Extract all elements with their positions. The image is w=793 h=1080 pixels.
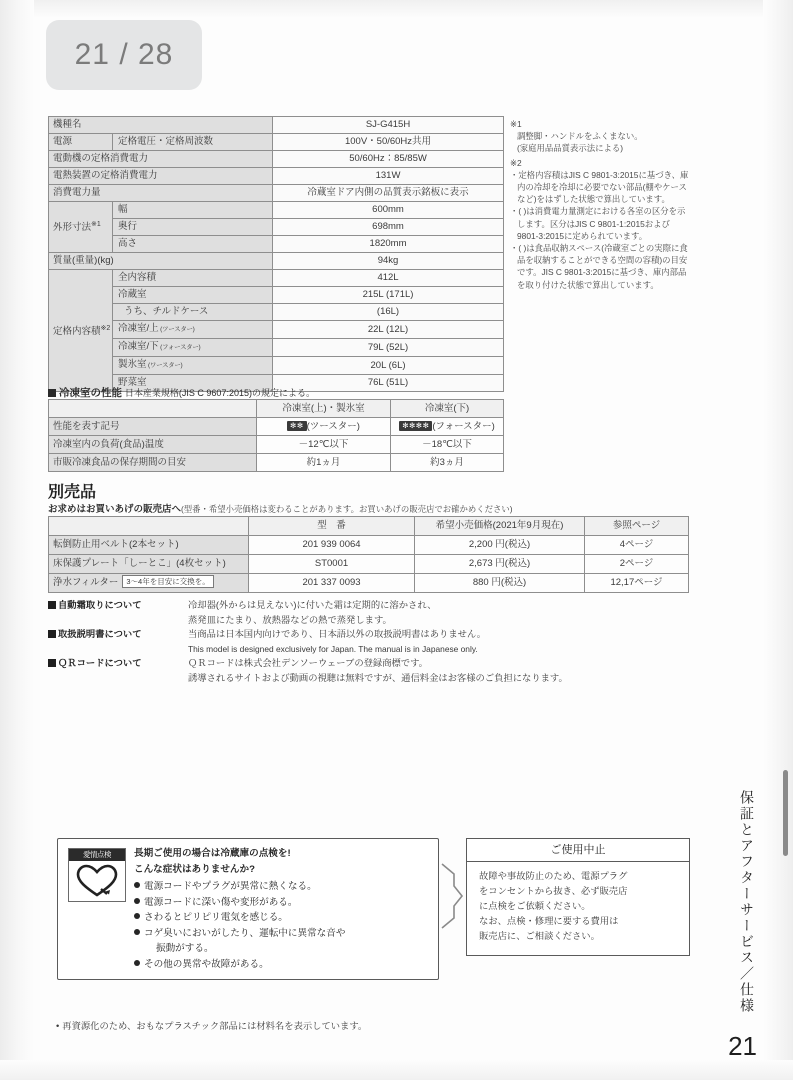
table-row — [49, 574, 689, 593]
general-note-line: 冷却器(外からは見えない)に付いた霜は定期的に溶かされ、 — [188, 600, 437, 610]
footnote-2-item: ・( )は食品収納スペース(冷蔵室ごとの実際に食品を収納することができる空間の容積)の目安です。JIS C 9801-3:2015に基づき、庫内部品を取り付けた状態で算出しています。 — [510, 243, 688, 290]
spec-row-sublabel: 奥行 — [113, 219, 273, 236]
general-note-line: 蒸発皿にたまり、放熱器などの熱で蒸発します。 — [188, 614, 392, 625]
table-row — [49, 253, 504, 270]
freezer-row-value: 約1ヵ月 — [257, 454, 391, 472]
table-row — [49, 321, 504, 339]
spec-row-value: 215L (171L) — [273, 287, 504, 304]
freezer-row-label: 市販冷凍食品の保存期間の目安 — [49, 454, 257, 472]
freezer-row-value: －12℃以下 — [257, 436, 391, 454]
freezer-column-header — [49, 400, 257, 418]
freezer-heading-label: 冷凍室の性能 — [59, 387, 122, 399]
part-reference-page: 12,17ページ — [585, 574, 689, 593]
table-row — [49, 168, 504, 185]
spec-row-sublabel: 冷凍室/下 (フォースター) — [113, 339, 273, 357]
general-note-label: ＱＲコードについて — [48, 656, 188, 671]
general-note-row — [48, 598, 698, 627]
freezer-performance-table — [48, 399, 504, 472]
table-row — [49, 454, 504, 472]
table-row — [49, 270, 504, 287]
bullet-dot-icon — [134, 898, 140, 904]
stop-use-title: ご使用中止 — [467, 839, 689, 862]
table-row — [49, 357, 504, 375]
stop-use-line: に点検をご依頼ください。 — [479, 901, 591, 911]
optional-parts-table — [48, 516, 689, 593]
stop-use-line: 故障や事故防止のため、電源プラグ — [479, 871, 628, 881]
spec-row-sublabel: 定格電圧・定格周波数 — [113, 134, 273, 151]
spec-row-sublabel: 幅 — [113, 202, 273, 219]
spec-row-sublabel: 高さ — [113, 236, 273, 253]
spec-row-value: 79L (52L) — [273, 339, 504, 357]
paper-edge-top — [0, 0, 793, 18]
spec-row-sublabel: 冷凍室/上 (ツースター) — [113, 321, 273, 339]
general-note-body — [188, 598, 698, 627]
parts-column-header — [49, 517, 249, 536]
freezer-row-value: 約3ヵ月 — [391, 454, 504, 472]
part-reference-page: 2ページ — [585, 555, 689, 574]
table-row — [49, 117, 504, 134]
specification-footnotes — [510, 116, 690, 291]
part-price: 2,200 円(税込) — [415, 536, 585, 555]
spec-row-label: 機種名 — [49, 117, 273, 134]
footnote-1-line-1: (家庭用品品質表示法による) — [517, 143, 624, 154]
general-note-line: 当商品は日本国内向けであり、日本語以外の取扱説明書はありません。 — [188, 629, 487, 639]
table-header-row — [49, 517, 689, 536]
spec-row-value: 冷蔵室ドア内側の品質表示銘板に表示 — [273, 185, 504, 202]
arrow-connector-icon — [440, 862, 464, 930]
footnote-mark-2: ※2 — [510, 157, 522, 168]
spec-row-label: 外形寸法$^{※1}$ — [49, 202, 113, 253]
spec-row-value: (16L) — [273, 304, 504, 321]
spec-row-value: SJ-G415H — [273, 117, 504, 134]
table-row — [49, 134, 504, 151]
general-note-row — [48, 627, 698, 656]
spec-label-footnote-mark: ※2 — [100, 324, 111, 332]
spec-sublabel-annotation: (ツースター) — [158, 326, 195, 333]
part-replacement-badge: 3～4年を目安に交換を。 — [122, 575, 213, 588]
parts-column-header: 希望小売価格(2021年9月現在) — [415, 517, 585, 536]
inspection-icon-caption: 愛情点検 — [69, 849, 125, 861]
part-reference-page: 4ページ — [585, 536, 689, 555]
spec-row-value: 100V・50/60Hz共用 — [273, 134, 504, 151]
freezer-column-header: 冷凍室(上)・製氷室 — [257, 400, 391, 418]
inspection-symptom-item: さわるとピリピリ電気を感じる。 — [134, 910, 430, 926]
footnote-mark-1: ※1 — [510, 119, 522, 129]
footnote-2-item: ・( )は消費電力量測定における各室の区分を示します。区分はJIS C 9801-1:2015および9801-3:2015に定められています。 — [510, 206, 686, 241]
part-model-number: ST0001 — [249, 555, 415, 574]
spec-row-label: 定格内容積$^{※2}$ — [49, 270, 113, 392]
inspection-title: 長期ご使用の場合は冷蔵庫の点検を! — [134, 848, 291, 859]
optional-parts-subtitle-bold: お求めはお買いあげの販売店へ — [48, 504, 182, 515]
spec-row-value: 22L (12L) — [273, 321, 504, 339]
spec-row-value: 76L (51L) — [273, 375, 504, 392]
spec-row-value: 1820mm — [273, 236, 504, 253]
bullet-dot-icon — [134, 913, 140, 919]
spec-sublabel-annotation: (フォースター) — [158, 344, 201, 351]
inspection-symptom-item: その他の異常や故障がある。 — [134, 957, 430, 973]
spec-row-sublabel: 全内容積 — [113, 270, 273, 287]
general-note-line: ＱＲコードは株式会社デンソーウェーブの登録商標です。 — [188, 658, 428, 668]
table-row — [49, 287, 504, 304]
table-row — [49, 536, 689, 555]
part-name: 床保護プレート「しーとこ」(4枚セット) — [49, 555, 249, 574]
stop-use-line: 販売店に、ご相談ください。 — [479, 931, 600, 941]
recycle-note-text: 再資源化のため、おもなプラスチック部品には材料名を表示しています。 — [62, 1021, 368, 1031]
recycle-note — [56, 1018, 367, 1032]
footnote-1-line-0: 調整脚・ハンドルをふくまない。 — [517, 131, 643, 142]
inspection-symptom-continuation: 振動がする。 — [156, 943, 214, 954]
table-row — [49, 219, 504, 236]
inspection-panel-body — [134, 846, 430, 972]
spec-row-value: 698mm — [273, 219, 504, 236]
spec-row-sublabel: うち、チルドケース — [113, 304, 273, 321]
freezer-row-label: 性能を表す記号 — [49, 418, 257, 436]
spec-row-value: 50/60Hz：85/85W — [273, 151, 504, 168]
scrollbar-track[interactable] — [781, 0, 789, 1080]
page-indicator-label: 21 / 28 — [74, 38, 174, 71]
inspection-panel — [57, 838, 439, 980]
part-name: 浄水フィルター 3～4年を目安に交換を。 — [49, 574, 249, 593]
parts-column-header: 参照ページ — [585, 517, 689, 536]
spec-row-value: 412L — [273, 270, 504, 287]
spec-label-footnote-mark: ※1 — [91, 221, 101, 229]
general-note-body — [188, 627, 698, 656]
stop-use-body — [467, 862, 689, 944]
spec-row-sublabel: 野菜室 — [113, 375, 273, 392]
inspection-symptom-item: コゲ臭いにおいがしたり、運転中に異常な音や 振動がする。 — [134, 926, 430, 957]
freezer-row-value: －18℃以下 — [391, 436, 504, 454]
bullet-square-icon — [48, 630, 56, 638]
freezer-row-label: 冷凍室内の負荷(食品)温度 — [49, 436, 257, 454]
table-row — [49, 304, 504, 321]
freezer-row-value: ✻✻✻✻ (フォースター) — [391, 418, 504, 436]
bullet-dot-icon — [134, 882, 140, 888]
stop-use-panel — [466, 838, 690, 956]
footnote-2-list — [510, 169, 690, 291]
spec-row-value: 20L (6L) — [273, 357, 504, 375]
page-indicator — [46, 20, 202, 90]
footnote-2-item: ・定格内容積はJIS C 9801-3:2015に基づき、庫内の冷却を冷却に必要でない部品(棚やケースなど)をはずした状態で算出しています。 — [510, 169, 689, 205]
general-note-body — [188, 656, 698, 685]
spec-row-value: 131W — [273, 168, 504, 185]
table-row — [49, 339, 504, 357]
heart-plug-icon — [68, 848, 126, 902]
spec-row-label: 電動機の定格消費電力 — [49, 151, 273, 168]
parts-column-header: 型 番 — [249, 517, 415, 536]
table-row — [49, 185, 504, 202]
part-price: 2,673 円(税込) — [415, 555, 585, 574]
table-row — [49, 151, 504, 168]
general-notes — [48, 598, 698, 685]
spec-row-sublabel: 製氷室 (ワースター) — [113, 357, 273, 375]
table-row — [49, 236, 504, 253]
chapter-side-tab: 保証とアフターサービス／仕様 — [739, 790, 755, 1014]
freezer-column-header: 冷凍室(下) — [391, 400, 504, 418]
inspection-symptom-item: 電源コードやプラグが異常に熱くなる。 — [134, 879, 430, 895]
inspection-subtitle: こんな症状はありませんか? — [134, 863, 255, 875]
inspection-symptom-list — [134, 879, 430, 972]
specification-table — [48, 116, 504, 392]
scrollbar-thumb[interactable] — [783, 770, 788, 856]
stop-use-line: をコンセントから抜き、必ず販売店 — [479, 886, 628, 896]
bullet-square-icon — [48, 389, 56, 397]
recycle-bullet-icon: • — [56, 1021, 60, 1031]
table-row — [49, 555, 689, 574]
optional-parts-title: 別売品 — [48, 484, 97, 501]
bullet-square-icon — [48, 659, 56, 667]
bullet-dot-icon — [134, 929, 140, 935]
table-row — [49, 436, 504, 454]
star-rating-badge: ✻✻ — [287, 421, 307, 431]
star-rating-badge: ✻✻✻✻ — [399, 421, 432, 431]
inspection-symptom-item: 電源コードに深い傷や変形がある。 — [134, 895, 430, 911]
freezer-row-value: ✻✻ (ツースター) — [257, 418, 391, 436]
general-note-label: 取扱説明書について — [48, 627, 188, 642]
spec-row-label: 消費電力量 — [49, 185, 273, 202]
general-note-label: 自動霜取りについて — [48, 598, 188, 613]
part-model-number: 201 939 0064 — [249, 536, 415, 555]
spec-row-value: 600mm — [273, 202, 504, 219]
paper-edge-bottom — [0, 1060, 793, 1080]
paper-edge-left — [0, 0, 34, 1080]
table-row — [49, 418, 504, 436]
general-note-line: 誘導されるサイトおよび動画の視聴は無料ですが、通信料金はお客様のご負担になります。 — [188, 672, 568, 683]
bullet-square-icon — [48, 601, 56, 609]
part-name: 転倒防止用ベルト(2本セット) — [49, 536, 249, 555]
stop-use-line: なお、点検・修理に要する費用は — [479, 916, 619, 926]
spec-sublabel-annotation: (ワースター) — [146, 362, 183, 369]
printed-page-number: 21 — [728, 1031, 757, 1061]
general-note-row — [48, 656, 698, 685]
freezer-heading-subtitle: 日本産業規格(JIS C 9607:2015)の規定による。 — [124, 388, 315, 398]
bullet-dot-icon — [134, 960, 140, 966]
table-row — [49, 202, 504, 219]
general-note-line-en: This model is designed exclusively for Japan. The manual is in Japanese only. — [188, 643, 478, 654]
optional-parts-subtitle-thin: (型番・希望小売価格は変わることがあります。お買いあげの販売店でお確かめください) — [181, 504, 513, 514]
spec-row-label: 電源 — [49, 134, 113, 151]
table-header-row — [49, 400, 504, 418]
spec-row-label: 質量(重量)(kg) — [49, 253, 273, 270]
spec-row-sublabel: 冷蔵室 — [113, 287, 273, 304]
spec-row-label: 電熱装置の定格消費電力 — [49, 168, 273, 185]
spec-row-value: 94kg — [273, 253, 504, 270]
part-price: 880 円(税込) — [415, 574, 585, 593]
freezer-section-heading — [48, 385, 315, 400]
optional-parts-subtitle — [48, 501, 513, 515]
part-model-number: 201 337 0093 — [249, 574, 415, 593]
